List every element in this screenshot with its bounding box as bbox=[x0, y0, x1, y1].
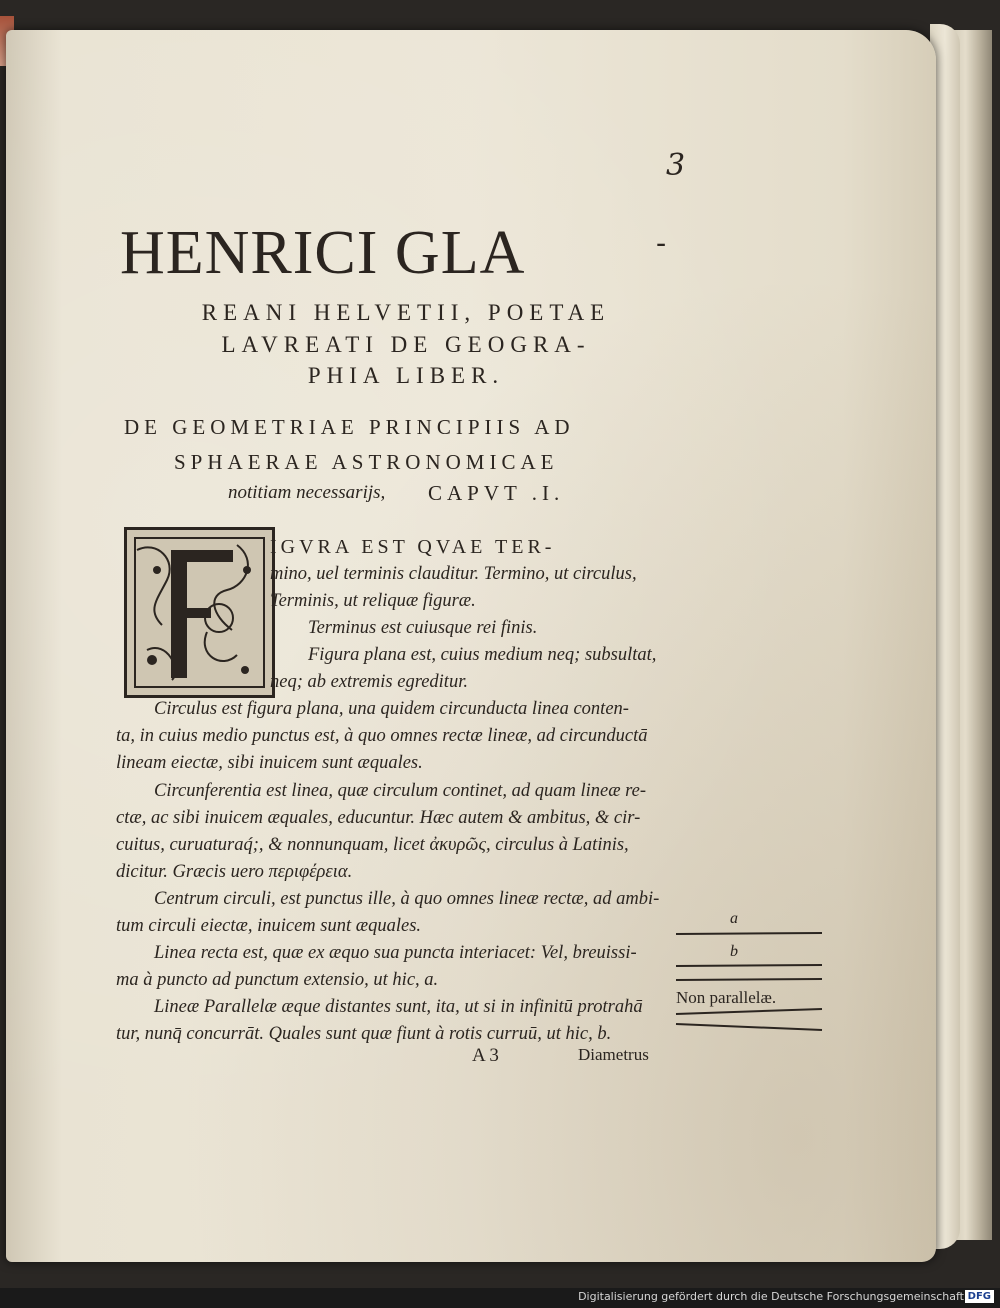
chapter-heading-line-2: SPHAERAE ASTRONOMICAE bbox=[174, 450, 559, 474]
viewer-footer bbox=[0, 1288, 1000, 1308]
body-line: Figura plana est, cuius medium neq; subsultat, bbox=[308, 645, 657, 665]
line-b-bottom bbox=[676, 979, 822, 980]
diagram-label-non-parallel: Non parallelæ. bbox=[676, 988, 777, 1007]
body-line: Linea recta est, quæ ex æquo sua puncta interiacet: Vel, breuissi- bbox=[154, 943, 637, 963]
body-line: lineam eiectæ, sibi inuicem sunt æquales. bbox=[116, 753, 423, 773]
title-line-4: PHIA LIBER. bbox=[307, 363, 505, 388]
body-line: neq; ab extremis egreditur. bbox=[270, 672, 468, 692]
body-line: Circulus est figura plana, una quidem circunducta linea conten- bbox=[154, 699, 629, 719]
body-line: cuitus, curuaturaq́;, & nonnunquam, licet ἀκυρῶς, circulus à Latinis, bbox=[116, 835, 629, 855]
title-hyphen: - bbox=[656, 226, 667, 261]
page-number: 3 bbox=[666, 148, 686, 183]
body-line: Terminus est cuiusque rei finis. bbox=[308, 618, 538, 638]
title-line-1: HENRICI GLA bbox=[120, 219, 526, 287]
margin-line-diagram bbox=[672, 900, 832, 1040]
body-line: tum circuli eiectæ, inuicem sunt æquales. bbox=[116, 916, 422, 936]
chapter-label: CAPVT .I. bbox=[428, 481, 565, 505]
diagram-label-b: b bbox=[730, 943, 738, 960]
title-line-2: REANI HELVETII, POETAE bbox=[201, 300, 611, 325]
funding-credit: Digitalisierung gefördert durch die Deutsche Forschungsgemeinschaft bbox=[578, 1290, 964, 1303]
initial-woodcut-icon bbox=[127, 530, 272, 695]
body-line: ctæ, ac sibi inuicem æquales, educuntur. Hæc autem & ambitus, & cir- bbox=[116, 808, 641, 828]
line-non-parallel-top bbox=[676, 1009, 822, 1014]
line-a bbox=[676, 933, 822, 934]
signature-mark: A 3 bbox=[472, 1045, 499, 1066]
book-page bbox=[6, 30, 936, 1262]
body-line: Lineæ Parallelæ æque distantes sunt, ita, ut si in infinitū protrahā bbox=[154, 997, 643, 1017]
decorated-initial bbox=[124, 527, 275, 698]
diagram-label-a: a bbox=[730, 910, 738, 927]
catchword: Diametrus bbox=[578, 1045, 649, 1064]
body-line: IGVRA EST QVAE TER- bbox=[270, 536, 556, 558]
dfg-logo[interactable]: DFG bbox=[965, 1290, 994, 1303]
chapter-heading-italic: notitiam necessarijs, bbox=[228, 482, 386, 503]
chapter-heading-line-1: DE GEOMETRIAE PRINCIPIIS AD bbox=[124, 415, 575, 439]
body-line: tur, nunq̄ concurrāt. Quales sunt quæ fiunt à rotis curruū, ut hic, b. bbox=[116, 1024, 612, 1044]
body-line: dicitur. Græcis uero περιφέρεια. bbox=[116, 862, 353, 882]
line-non-parallel-bottom bbox=[676, 1024, 822, 1030]
body-line: ta, in cuius medio punctus est, à quo omnes rectæ lineæ, ad circunductā bbox=[116, 726, 648, 746]
body-line: Circunferentia est linea, quæ circulum continet, ad quam lineæ re- bbox=[154, 781, 647, 801]
body-line: mino, uel terminis clauditur. Termino, ut circulus, bbox=[270, 564, 637, 584]
body-line: Centrum circuli, est punctus ille, à quo omnes lineæ rectæ, ad ambi- bbox=[154, 889, 660, 909]
title-line-3: LAVREATI DE GEOGRA- bbox=[221, 332, 591, 357]
body-line: ma à puncto ad punctum extensio, ut hic, a. bbox=[116, 970, 439, 990]
line-b-top bbox=[676, 965, 822, 966]
body-line: Terminis, ut reliquæ figuræ. bbox=[270, 591, 476, 611]
